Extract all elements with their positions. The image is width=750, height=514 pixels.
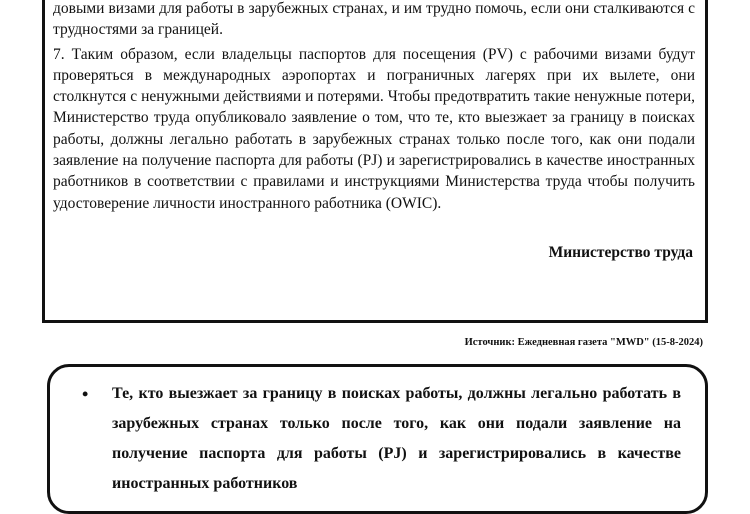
key-point-list [82,379,681,499]
key-point-callout [47,364,708,514]
notice-paragraph-6-tail: довыми визами для работы в зарубежных странах, и им трудно помочь, если они сталкиваются с трудностями за границей. [53,0,695,39]
notice-paragraph-7: 7. Таким образом, если владельцы паспортов для посещения (PV) с рабочими визами будут проверяться в международных аэропортах и пограничных лагерях при их вылете, они столкнутся с ненужными действиями и потерями. Чтобы предотвратить такие ненужные потери, Министерство труда опубликовало заявление о том, что те, кто выезжает за границу в поисках работы, должны легально работать в зарубежных странах только после того, как они подали заявление на получение паспорта для работы (PJ) и зарегистрировались в качестве иностранных работников в соответствии с правилами и инструкциями Министерства труда чтобы получить удостоверение личности иностранного работника (OWIC). [53,45,695,212]
bullet-icon: • [82,384,89,404]
ministry-notice-box [42,0,708,323]
source-citation: Источник: Ежедневная газета "MWD" (15-8-2024) [464,337,703,348]
key-point-item [82,379,681,499]
key-point-text: Те, кто выезжает за границу в поисках работы, должны легально работать в зарубежных странах только после того, как они подали заявление на получение паспорта для работы (PJ) и зарегистрировались в качестве иностранных работников [112,385,681,492]
notice-signature: Министерство труда [548,244,693,261]
